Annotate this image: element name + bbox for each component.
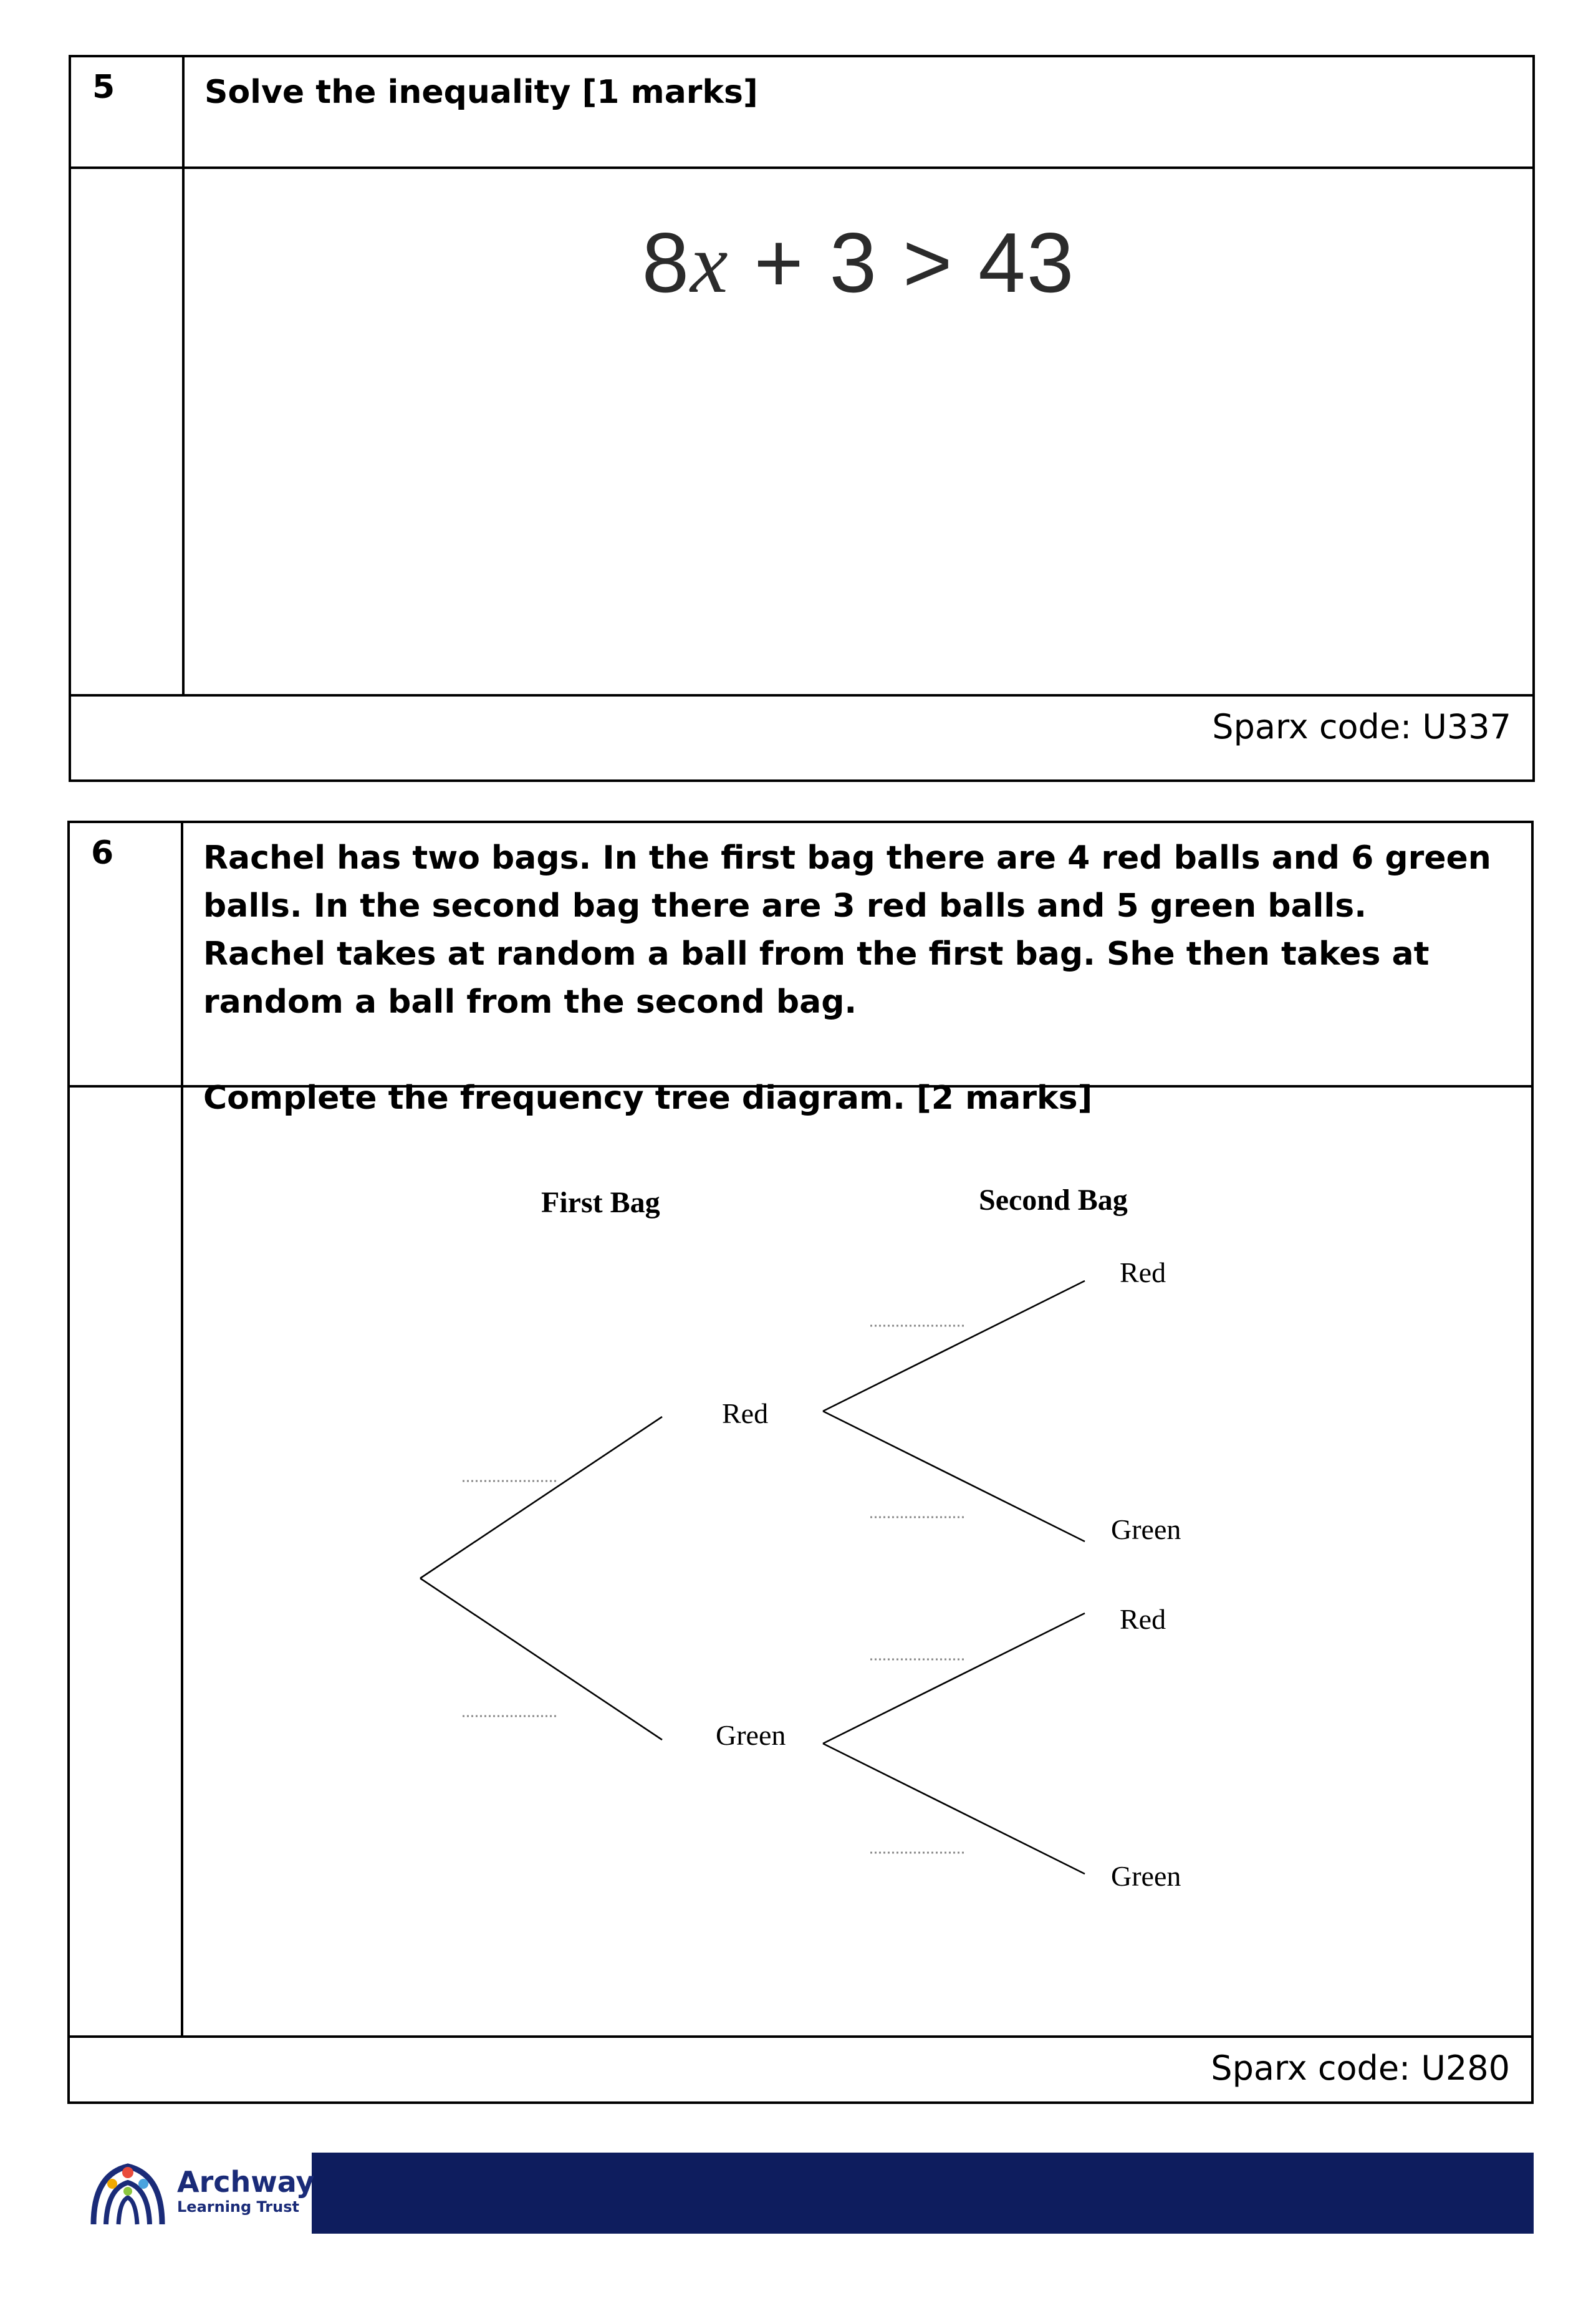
first-red-label: Red xyxy=(722,1397,769,1429)
question-number-cell xyxy=(71,57,185,166)
logo-subtitle: Learning Trust xyxy=(177,2198,299,2216)
second-red-bottom-label: Red xyxy=(1120,1603,1166,1635)
inequality-equation xyxy=(185,214,1532,312)
branch-red-green xyxy=(823,1411,1085,1541)
question-instruction: Complete the frequency tree diagram. [2 marks] xyxy=(203,1079,1093,1117)
question-5-table xyxy=(69,55,1535,782)
logo-title: Archway xyxy=(177,2165,315,2199)
question-description: Rachel has two bags. In the first bag there are 4 red balls and 6 green balls. In the second bag there are 3 red balls and 5 green balls. Rachel takes at random a ball from the first bag. She then takes at random a ball from the second bag. xyxy=(203,839,1491,1021)
second-bag-heading: Second Bag xyxy=(979,1184,1128,1217)
question-prompt xyxy=(203,834,1494,1122)
question-6-answer-row xyxy=(70,1088,1531,2035)
question-number: 5 xyxy=(92,69,115,106)
sparx-code: Sparx code: U337 xyxy=(1212,707,1511,746)
second-green-top-label: Green xyxy=(1111,1513,1181,1545)
branch-red-red xyxy=(823,1281,1085,1411)
second-green-bottom-label: Green xyxy=(1111,1860,1181,1892)
question-5-header-row xyxy=(71,57,1532,166)
frequency-tree-diagram xyxy=(70,1088,1531,2035)
question-5-answer-row xyxy=(71,169,1532,694)
question-prompt: Solve the inequality [1 marks] xyxy=(204,74,758,111)
second-red-top-label: Red xyxy=(1120,1257,1166,1288)
archway-logo-icon xyxy=(87,2159,168,2227)
question-6-table xyxy=(67,821,1534,2104)
question-number: 6 xyxy=(91,834,114,872)
branch-green-red xyxy=(823,1613,1085,1744)
question-number-cell xyxy=(70,823,183,1085)
first-green-label: Green xyxy=(716,1719,786,1751)
divider xyxy=(70,2035,1531,2038)
equation-rest: + 3 > 43 xyxy=(729,215,1075,310)
branch-root-red xyxy=(420,1417,662,1578)
first-bag-heading: First Bag xyxy=(541,1186,660,1219)
sparx-code: Sparx code: U280 xyxy=(1211,2048,1510,2088)
question-6-header-row xyxy=(70,823,1531,1117)
equation-variable: x xyxy=(690,217,729,311)
equation-coefficient: 8 xyxy=(642,215,691,310)
branch-green-green xyxy=(823,1744,1085,1874)
divider xyxy=(71,694,1532,697)
question-number-cell-empty xyxy=(71,169,185,694)
